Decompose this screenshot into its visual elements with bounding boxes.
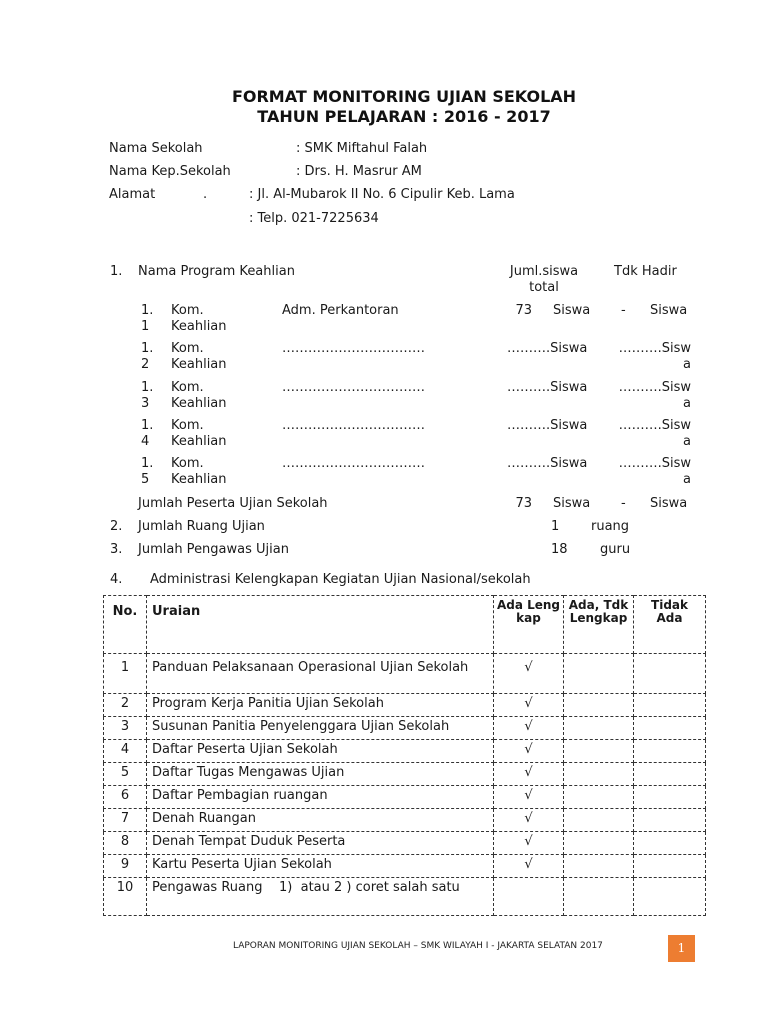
row-ada-check: √ xyxy=(494,809,564,832)
row-uraian: Denah Tempat Duduk Peserta xyxy=(147,832,494,855)
row-ada-tdk xyxy=(564,740,634,763)
footer-text: LAPORAN MONITORING UJIAN SEKOLAH – SMK WILAYAH I - JAKARTA SELATAN 2017 xyxy=(233,941,603,951)
program-total-unit: Siswa xyxy=(553,303,591,318)
row-uraian: Kartu Peserta Ujian Sekolah xyxy=(147,855,494,878)
column-total-header: Juml.siswa total xyxy=(509,264,579,295)
row-uraian: Denah Ruangan xyxy=(147,809,494,832)
section2-label: Jumlah Ruang Ujian xyxy=(138,519,265,534)
header-tidak-ada: Tidak Ada xyxy=(634,596,706,654)
section4-label: Administrasi Kelengkapan Kegiatan Ujian Nasional/sekolah xyxy=(150,572,531,587)
row-ada-check: √ xyxy=(494,740,564,763)
section1-number: 1. xyxy=(110,264,123,279)
row-ada-check: √ xyxy=(494,654,564,694)
program-absent-unit: ……….Siswa xyxy=(618,418,691,449)
document-subtitle: TAHUN PELAJARAN : 2016 - 2017 xyxy=(257,107,551,126)
row-ada-tdk xyxy=(564,694,634,717)
row-tidak xyxy=(634,855,706,878)
row-ada-tdk xyxy=(564,809,634,832)
program-kom: Kom. Keahlian xyxy=(171,303,227,334)
row-tidak xyxy=(634,832,706,855)
section3-label: Jumlah Pengawas Ujian xyxy=(138,542,289,557)
row-ada-check: √ xyxy=(494,855,564,878)
row-uraian: Program Kerja Panitia Ujian Sekolah xyxy=(147,694,494,717)
program-total-unit: ……….Siswa xyxy=(507,456,588,471)
row-uraian: Daftar Pembagian ruangan xyxy=(147,786,494,809)
row-uraian: Daftar Tugas Mengawas Ujian xyxy=(147,763,494,786)
row-ada-check: √ xyxy=(494,694,564,717)
table-row xyxy=(104,763,706,786)
row-ada-tdk xyxy=(564,832,634,855)
header-no: No. xyxy=(104,596,147,654)
program-absent-unit: ……….Siswa xyxy=(618,341,691,372)
program-total-unit: ……….Siswa xyxy=(507,418,588,433)
table-row xyxy=(104,740,706,763)
section3-value: 18 xyxy=(551,542,568,557)
address-label: Alamat xyxy=(109,187,156,202)
row-ada-tdk xyxy=(564,763,634,786)
head-value: : Drs. H. Masrur AM xyxy=(296,164,422,179)
row-uraian: Panduan Pelaksanaan Operasional Ujian Sekolah xyxy=(147,654,494,694)
row-uraian: Pengawas Ruang 1) atau 2 ) coret salah satu xyxy=(147,878,494,916)
program-kom: Kom. Keahlian xyxy=(171,456,227,487)
program-kom: Kom. Keahlian xyxy=(171,418,227,449)
table-row xyxy=(104,809,706,832)
row-number: 2 xyxy=(104,694,147,717)
section3-unit: guru xyxy=(600,542,631,557)
table-row xyxy=(104,855,706,878)
row-number: 10 xyxy=(104,878,147,916)
program-kom: Kom. Keahlian xyxy=(171,341,227,372)
program-absent-unit: ……….Siswa xyxy=(618,456,691,487)
row-number: 7 xyxy=(104,809,147,832)
sum-absent-unit: Siswa xyxy=(650,496,688,511)
section2-unit: ruang xyxy=(591,519,630,534)
program-name: …………………………… xyxy=(282,341,425,356)
row-number: 9 xyxy=(104,855,147,878)
section3-number: 3. xyxy=(110,542,123,557)
program-number: 1. 5 xyxy=(141,456,154,487)
program-number: 1. 4 xyxy=(141,418,154,449)
sum-label: Jumlah Peserta Ujian Sekolah xyxy=(138,496,328,511)
address-value: : Jl. Al-Mubarok II No. 6 Cipulir Keb. Lama xyxy=(249,187,515,202)
row-ada-tdk xyxy=(564,786,634,809)
row-ada-check: √ xyxy=(494,717,564,740)
school-label: Nama Sekolah xyxy=(109,141,203,156)
row-number: 6 xyxy=(104,786,147,809)
row-ada-check: √ xyxy=(494,763,564,786)
table-row xyxy=(104,878,706,916)
page-number: 1 xyxy=(668,935,695,962)
section1-label: Nama Program Keahlian xyxy=(138,264,295,279)
program-name: …………………………… xyxy=(282,456,425,471)
row-uraian: Daftar Peserta Ujian Sekolah xyxy=(147,740,494,763)
program-name: …………………………… xyxy=(282,380,425,395)
table-row xyxy=(104,694,706,717)
row-tidak xyxy=(634,717,706,740)
administration-table xyxy=(103,595,706,916)
table-row xyxy=(104,717,706,740)
program-number: 1. 3 xyxy=(141,380,154,411)
row-tidak xyxy=(634,740,706,763)
sum-absent: - xyxy=(621,496,626,511)
sum-total-unit: Siswa xyxy=(553,496,591,511)
row-ada-check: √ xyxy=(494,786,564,809)
program-number: 1. 1 xyxy=(141,303,154,334)
address-dot: . xyxy=(203,187,208,202)
row-number: 3 xyxy=(104,717,147,740)
program-absent: - xyxy=(621,303,626,318)
head-label: Nama Kep.Sekolah xyxy=(109,164,231,179)
program-number: 1. 2 xyxy=(141,341,154,372)
table-row xyxy=(104,786,706,809)
header-ada-tdk-lengkap: Ada, Tdk Lengkap xyxy=(564,596,634,654)
program-absent-unit: ……….Siswa xyxy=(618,380,691,411)
program-kom: Kom. Keahlian xyxy=(171,380,227,411)
school-value: : SMK Miftahul Falah xyxy=(296,141,428,156)
row-number: 5 xyxy=(104,763,147,786)
program-total: 73 xyxy=(515,303,532,318)
row-tidak xyxy=(634,694,706,717)
row-tidak xyxy=(634,878,706,916)
header-ada-lengkap: Ada Lengkap xyxy=(494,596,564,654)
row-tidak xyxy=(634,809,706,832)
row-ada-tdk xyxy=(564,717,634,740)
row-number: 8 xyxy=(104,832,147,855)
program-total-unit: ……….Siswa xyxy=(507,380,588,395)
program-name: Adm. Perkantoran xyxy=(282,303,399,318)
program-name: …………………………… xyxy=(282,418,425,433)
row-tidak xyxy=(634,763,706,786)
row-number: 4 xyxy=(104,740,147,763)
row-ada-check xyxy=(494,878,564,916)
row-uraian: Susunan Panitia Penyelenggara Ujian Sekolah xyxy=(147,717,494,740)
table-row xyxy=(104,832,706,855)
program-total-unit: ……….Siswa xyxy=(507,341,588,356)
row-tidak xyxy=(634,654,706,694)
section2-number: 2. xyxy=(110,519,123,534)
row-number: 1 xyxy=(104,654,147,694)
section4-number: 4. xyxy=(110,572,123,587)
table-header-row xyxy=(104,596,706,654)
row-tidak xyxy=(634,786,706,809)
row-ada-tdk xyxy=(564,855,634,878)
column-absent-header: Tdk Hadir xyxy=(614,264,677,279)
row-ada-tdk xyxy=(564,654,634,694)
row-ada-check: √ xyxy=(494,832,564,855)
header-uraian: Uraian xyxy=(147,596,494,654)
program-absent-unit: Siswa xyxy=(650,303,688,318)
row-ada-tdk xyxy=(564,878,634,916)
sum-total: 73 xyxy=(515,496,532,511)
phone-value: : Telp. 021-7225634 xyxy=(249,211,379,226)
section2-value: 1 xyxy=(551,519,560,534)
document-title: FORMAT MONITORING UJIAN SEKOLAH xyxy=(231,87,577,106)
table-row xyxy=(104,654,706,694)
